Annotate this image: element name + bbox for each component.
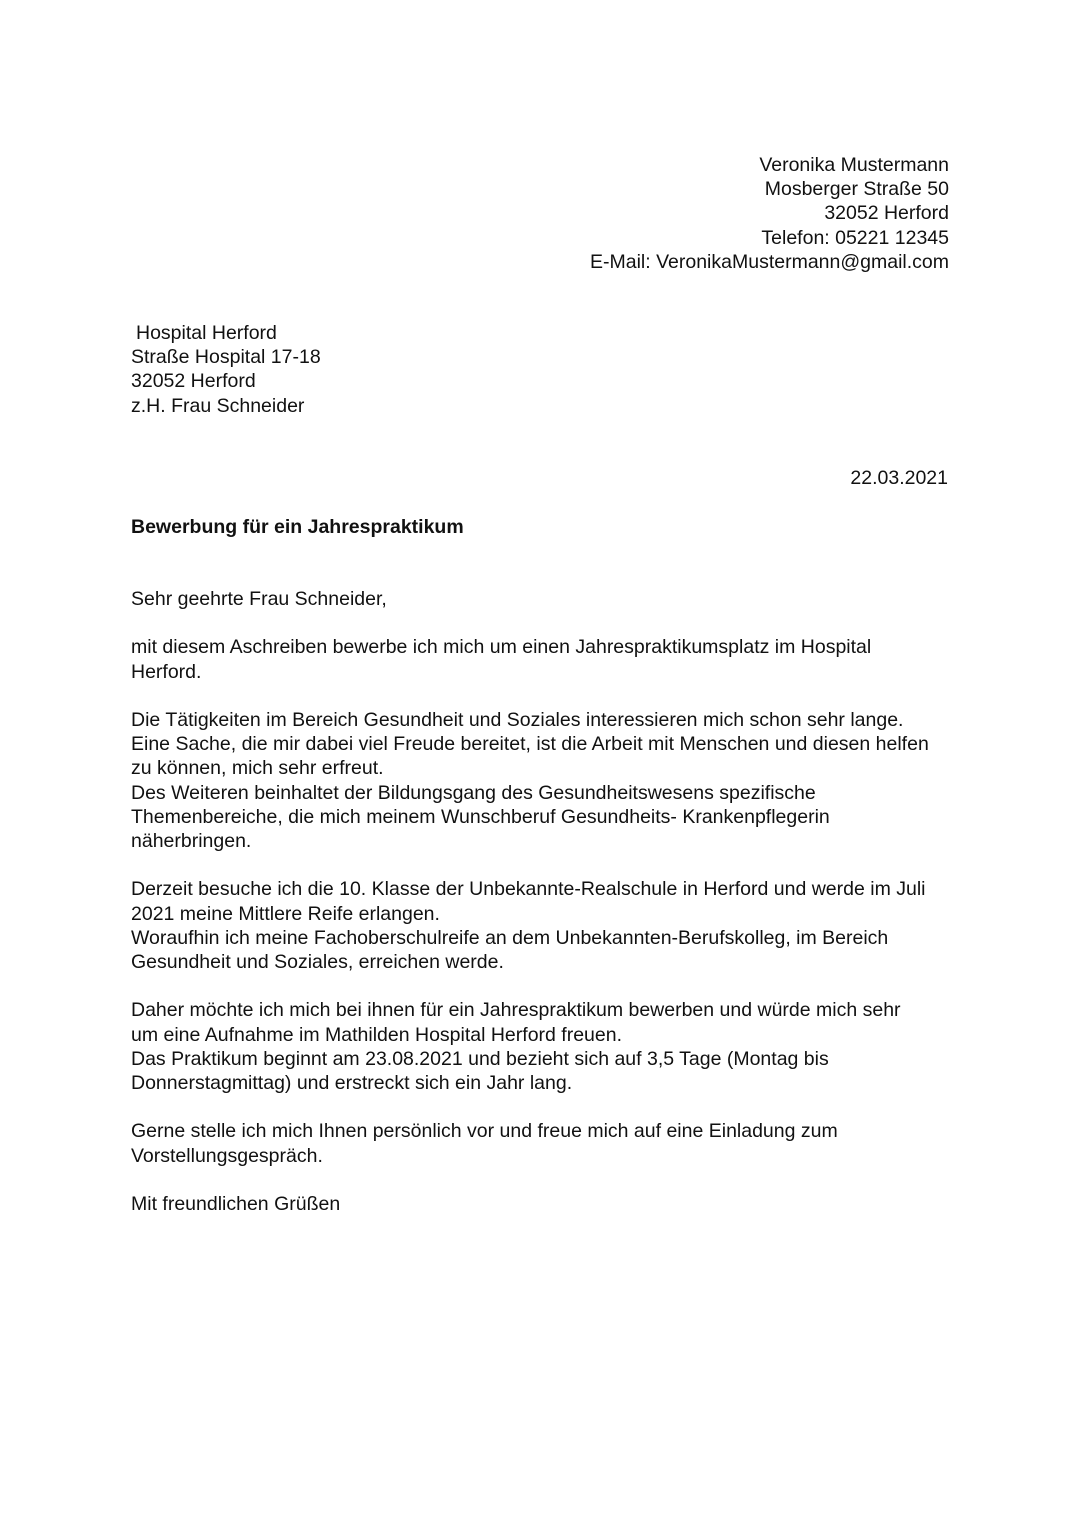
recipient-attention: z.H. Frau Schneider: [131, 394, 305, 417]
sender-email: E-Mail: VeronikaMustermann@gmail.com: [590, 250, 949, 273]
salutation: Sehr geehrte Frau Schneider,: [131, 588, 387, 610]
closing-paragraph: [131, 1192, 961, 1216]
text-line: Vorstellungsgespräch.: [131, 1144, 323, 1167]
recipient-street: Straße Hospital 17-18: [131, 346, 321, 369]
text-line: zu können, mich sehr erfreut.: [131, 757, 384, 780]
text-line: Eine Sache, die mir dabei viel Freude bereitet, ist die Arbeit mit Menschen und diesen helfen: [131, 733, 929, 756]
text-line: Daher möchte ich mich bei ihnen für ein Jahrespraktikum bewerben und würde mich sehr: [131, 999, 901, 1022]
text-line: 2021 meine Mittlere Reife erlangen.: [131, 902, 440, 925]
body-paragraph-4: [131, 998, 961, 1095]
text-line: Themenbereiche, die mich meinem Wunschberuf Gesundheits- Krankenpflegerin: [131, 805, 830, 828]
text-line: Woraufhin ich meine Fachoberschulreife an dem Unbekannten-Berufskolleg, im Bereich: [131, 926, 889, 949]
sender-street: Mosberger Straße 50: [764, 178, 949, 201]
text-line: Herford.: [131, 660, 202, 683]
sender-address-block: [590, 153, 949, 274]
text-line: Des Weiteren beinhaltet der Bildungsgang des Gesundheitswesens spezifische: [131, 781, 816, 804]
text-line: Das Praktikum beginnt am 23.08.2021 und bezieht sich auf 3,5 Tage (Montag bis: [131, 1047, 829, 1070]
body-paragraph-1: [131, 635, 961, 683]
text-line: Derzeit besuche ich die 10. Klasse der Unbekannte-Realschule in Herford und werde im Juli: [131, 878, 926, 901]
closing: Mit freundlichen Grüßen: [131, 1192, 341, 1215]
text-line: um eine Aufnahme im Mathilden Hospital Herford freuen.: [131, 1023, 623, 1046]
sender-city: 32052 Herford: [824, 202, 949, 225]
letter-body: [131, 587, 961, 1216]
sender-name: Veronika Mustermann: [759, 154, 949, 176]
text-line: Donnerstagmittag) und erstreckt sich ein Jahr lang.: [131, 1072, 573, 1094]
body-paragraph-3: [131, 877, 961, 974]
body-paragraph-5: [131, 1119, 961, 1167]
salutation-paragraph: [131, 587, 961, 611]
text-line: Gerne stelle ich mich Ihnen persönlich vor und freue mich auf eine Einladung zum: [131, 1120, 838, 1143]
recipient-name: Hospital Herford: [136, 322, 277, 344]
sender-phone: Telefon: 05221 12345: [761, 226, 949, 249]
recipient-address-block: [131, 321, 321, 418]
text-line: Gesundheit und Soziales, erreichen werde.: [131, 951, 504, 973]
letter-date: 22.03.2021: [850, 467, 948, 489]
body-paragraph-2: [131, 708, 961, 853]
letter-subject: Bewerbung für ein Jahrespraktikum: [131, 516, 464, 538]
text-line: näherbringen.: [131, 830, 252, 852]
text-line: mit diesem Aschreiben bewerbe ich mich um einen Jahrespraktikumsplatz im Hospital: [131, 636, 872, 659]
recipient-city: 32052 Herford: [131, 370, 256, 393]
text-line: Die Tätigkeiten im Bereich Gesundheit und Soziales interessieren mich schon sehr lange.: [131, 708, 904, 731]
